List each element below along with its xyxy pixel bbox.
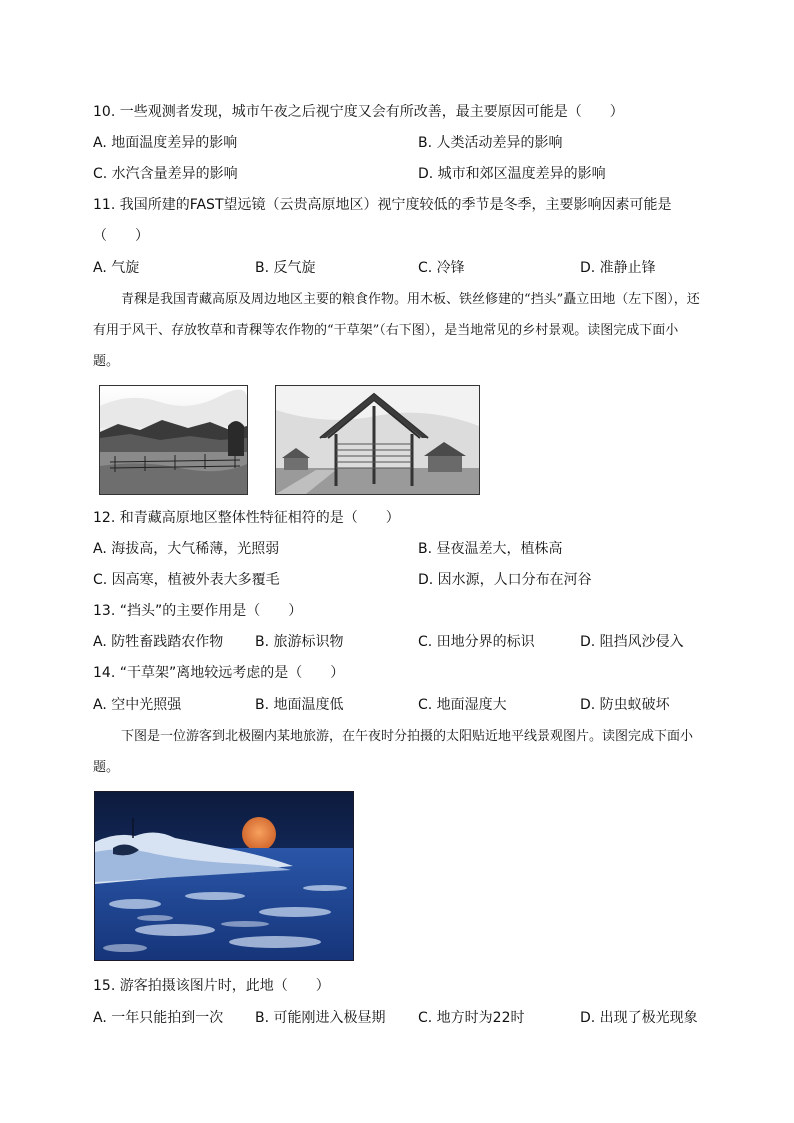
hay-rack-photo <box>275 385 480 495</box>
q15-option-c: C. 地方时为22时 <box>418 1010 525 1026</box>
midnight-sun-photo <box>94 791 354 961</box>
q12-stem: 12. 和青藏高原地区整体性特征相符的是（ ） <box>93 510 400 526</box>
q13-option-d: D. 阻挡风沙侵入 <box>580 634 684 650</box>
q12-option-c: C. 因高寒，植被外表大多覆毛 <box>93 572 280 588</box>
q11-option-a: A. 气旋 <box>93 260 140 276</box>
q11-stem: 11. 我国所建的FAST望远镜（云贵高原地区）视宁度较低的季节是冬季，主要影响因素可能是 <box>93 197 672 213</box>
q13-option-a: A. 防牲畜践踏农作物 <box>93 634 224 650</box>
q11-option-d: D. 准静止锋 <box>580 260 656 276</box>
q10-option-d: D. 城市和郊区温度差异的影响 <box>418 166 606 182</box>
q13-option-c: C. 田地分界的标识 <box>418 634 535 650</box>
q11-option-c: C. 冷锋 <box>418 260 465 276</box>
q14-stem: 14. “干草架”离地较远考虑的是（ ） <box>93 665 345 681</box>
q14-option-d: D. 防虫蚁破坏 <box>580 697 670 713</box>
q10-option-b: B. 人类活动差异的影响 <box>418 135 563 151</box>
q11-stem-cont: （ ） <box>93 228 149 244</box>
q12-option-a: A. 海拔高，大气稀薄，光照弱 <box>93 541 280 557</box>
q14-option-a: A. 空中光照强 <box>93 697 182 713</box>
q10-option-a: A. 地面温度差异的影响 <box>93 135 238 151</box>
q12-option-b: B. 昼夜温差大，植株高 <box>418 541 563 557</box>
q15-option-a: A. 一年只能拍到一次 <box>93 1010 224 1026</box>
passage-midnight-sun: 下图是一位游客到北极圈内某地旅游，在午夜时分拍摄的太阳贴近地平线景观图片。读图完成下面小题。 <box>93 729 694 775</box>
q13-stem: 13. “挡头”的主要作用是（ ） <box>93 603 303 619</box>
passage-highland-barley: 青稞是我国青藏高原及周边地区主要的粮食作物。用木板、铁丝修建的“挡头”矗立田地（左下图），还有用于风干、存放牧草和青稞等农作物的“干草架”（右下图），是当地常见的乡村景观。读图完成下面小题。 <box>93 292 700 369</box>
q10-option-c: C. 水汽含量差异的影响 <box>93 166 238 182</box>
q15-option-d: D. 出现了极光现象 <box>580 1010 698 1026</box>
q14-option-c: C. 地面湿度大 <box>418 697 507 713</box>
q11-option-b: B. 反气旋 <box>255 260 316 276</box>
q15-option-b: B. 可能刚进入极昼期 <box>255 1010 386 1026</box>
q12-option-d: D. 因水源，人口分布在河谷 <box>418 572 592 588</box>
q15-stem: 15. 游客拍摄该图片时，此地（ ） <box>93 978 330 994</box>
q10-stem: 10. 一些观测者发现，城市午夜之后视宁度又会有所改善，最主要原因可能是（ ） <box>93 104 624 120</box>
q13-option-b: B. 旅游标识物 <box>255 634 344 650</box>
fence-field-photo <box>99 385 248 495</box>
q14-option-b: B. 地面温度低 <box>255 697 344 713</box>
